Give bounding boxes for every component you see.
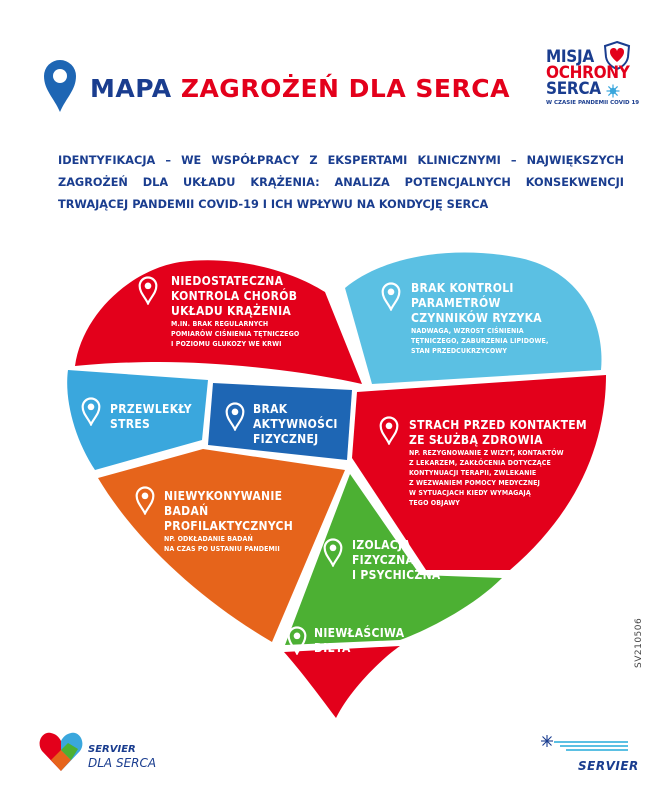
dieta-title-2: DIETA <box>314 641 351 655</box>
campaign-subtitle: W CZASIE PANDEMII COVID 19 <box>546 100 640 106</box>
izolacja-title-3: I PSYCHICZNA <box>352 568 441 582</box>
aktywnosc-title-1: BRAK <box>253 402 288 416</box>
parametry-desc-1: NADWAGA, WZROST CIŚNIENIA <box>411 327 524 335</box>
label-kontrola <box>171 274 299 349</box>
label-izolacja <box>352 538 441 583</box>
strach-title-1: STRACH PRZED KONTAKTEM <box>409 418 587 432</box>
izolacja-title-1: IZOLACJA <box>352 538 411 552</box>
label-badania <box>164 489 293 554</box>
servier-logo-text: SERVIER <box>578 759 639 773</box>
stres-title-1: PRZEWLEKŁY <box>110 402 192 416</box>
aktywnosc-title-2: AKTYWNOŚCI <box>253 417 338 431</box>
label-parametry <box>411 281 548 356</box>
parametry-desc-3: STAN PRZEDCUKRZYCOWY <box>411 347 508 355</box>
document-code: SV210506 <box>634 617 644 668</box>
kontrola-title-3: UKŁADU KRĄŻENIA <box>171 304 292 318</box>
strach-desc-2: Z LEKARZEM, ZAKŁÓCENIA DOTYCZĄCE <box>409 459 551 467</box>
title-part-2: ZAGROŻEŃ DLA SERCA <box>180 74 510 103</box>
campaign-line-3: SERCA <box>546 79 601 99</box>
strach-desc-3: KONTYNUACJI TERAPII, ZWLEKANIE <box>409 469 537 477</box>
intro-text: IDENTYFIKACJA – WE WSPÓŁPRACY Z EKSPERTAMI KLINICZNYMI – NAJWIĘKSZYCH ZAGROŻEŃ DLA UKŁADU KRĄŻENIA: ANALIZA POTENCJALNYCH KONSEKWENCJI TRWAJĄCEJ PANDEMII COVID-19 I ICH WPŁYWU NA KONDYCJĘ SERCA <box>58 154 624 211</box>
campaign-line-2: OCHRONY <box>546 63 630 83</box>
label-stres <box>110 402 192 432</box>
segment-dieta <box>284 646 400 718</box>
parametry-desc-2: TĘTNICZEGO, ZABURZENIA LIPIDOWE, <box>411 337 549 345</box>
kontrola-title-1: NIEDOSTATECZNA <box>171 274 284 288</box>
badania-title-2: BADAŃ <box>164 504 209 518</box>
aktywnosc-title-3: FIZYCZNEJ <box>253 432 319 446</box>
label-aktywnosc <box>253 402 338 447</box>
izolacja-title-2: FIZYCZNA <box>352 553 415 567</box>
kontrola-desc-1: M.IN. BRAK REGULARNYCH <box>171 320 269 328</box>
strach-title-2: ZE SŁUŻBĄ ZDROWIA <box>409 433 543 447</box>
strach-desc-1: NP. REZYGNOWANIE Z WIZYT, KONTAKTÓW <box>409 449 564 457</box>
parametry-title-1: BRAK KONTROLI <box>411 281 514 295</box>
campaign-line-1: MISJA <box>546 47 594 67</box>
kontrola-title-2: KONTROLA CHORÓB <box>171 289 298 303</box>
strach-desc-6: TEGO OBJAWY <box>409 499 460 507</box>
badania-desc-1: NP. ODKŁADANIE BADAŃ <box>164 535 253 543</box>
badania-desc-2: NA CZAS PO USTANIU PANDEMII <box>164 545 280 553</box>
label-strach <box>409 418 587 508</box>
dieta-title-1: NIEWŁAŚCIWA <box>314 626 405 640</box>
servier-dla-serca-line2: DLA SERCA <box>88 756 157 770</box>
colorful-heart-icon <box>38 729 84 773</box>
parametry-title-2: PARAMETRÓW <box>411 296 501 310</box>
badania-title-1: NIEWYKONYWANIE <box>164 489 283 503</box>
badania-title-3: PROFILAKTYCZNYCH <box>164 519 294 533</box>
label-dieta <box>314 626 404 656</box>
stres-title-2: STRES <box>110 417 151 431</box>
title-part-1: MAPA <box>90 74 172 103</box>
strach-desc-4: Z WEZWANIEM POMOCY MEDYCZNEJ <box>409 479 540 487</box>
kontrola-desc-2: POMIARÓW CIŚNIENIA TĘTNICZEGO <box>171 330 300 338</box>
parametry-title-3: CZYNNIKÓW RYZYKA <box>411 311 542 325</box>
kontrola-desc-3: I POZIOMU GLUKOZY WE KRWI <box>171 340 282 348</box>
strach-desc-5: W SYTUACJACH KIEDY WYMAGAJĄ <box>409 489 531 497</box>
servier-dla-serca-line1: SERVIER <box>88 744 136 755</box>
